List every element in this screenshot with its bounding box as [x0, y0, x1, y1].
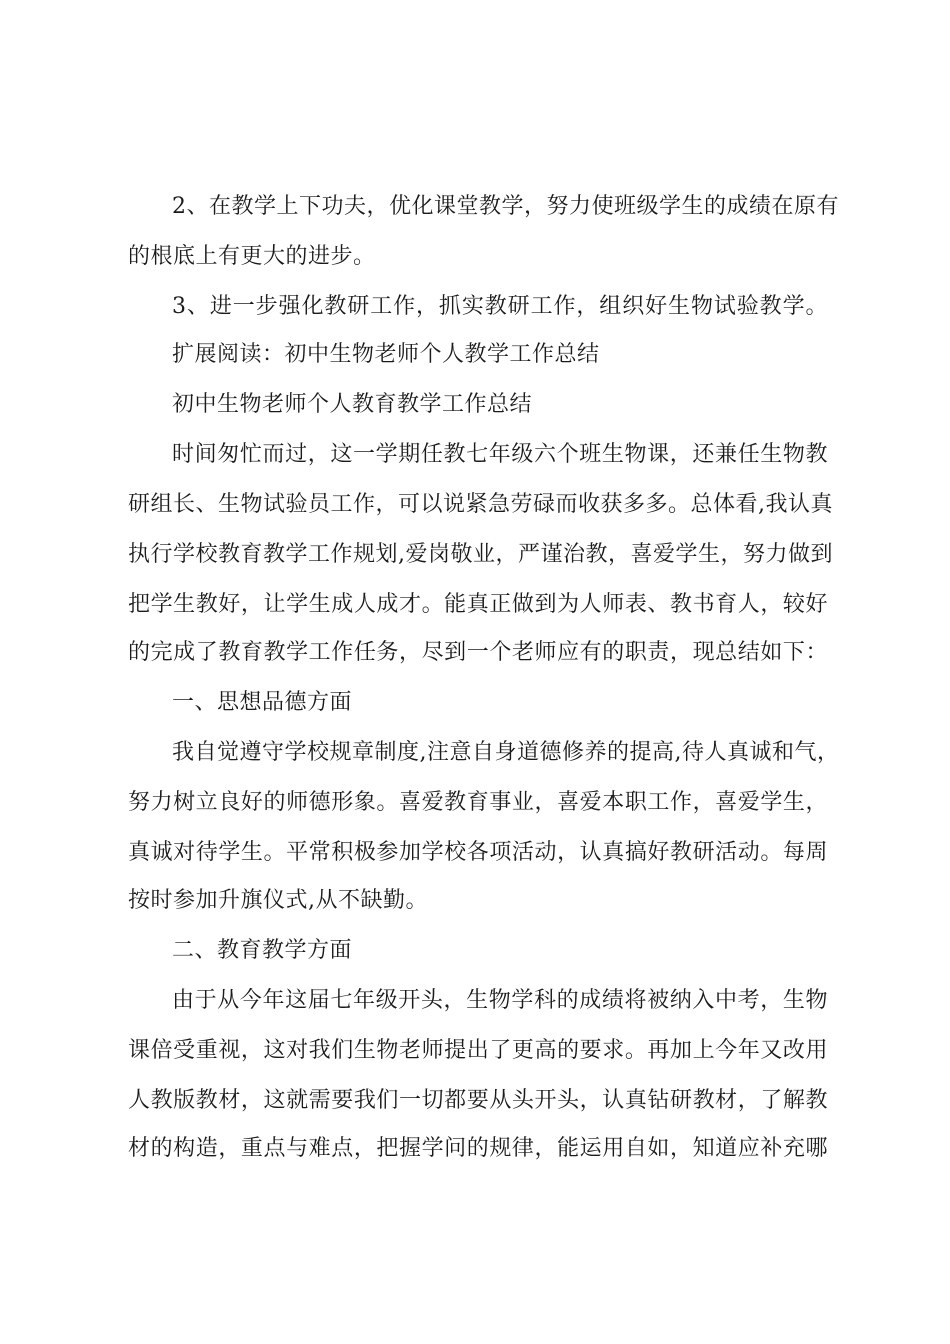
paragraph-9-line-4: 材的构造，重点与难点，把握学问的规律，能运用自如，知道应补充哪	[128, 1136, 828, 1161]
paragraph-7-line-2: 努力树立良好的师德形象。喜爱教育事业，喜爱本职工作，喜爱学生，	[128, 790, 828, 815]
paragraph-9-line-1: 由于从今年这届七年级开头，生物学科的成绩将被纳入中考，生物	[172, 988, 828, 1013]
paragraph-6-heading: 一、思想品德方面	[172, 690, 353, 715]
paragraph-1-line-1: 2、在教学上下功夫，优化课堂教学，努力使班级学生的成绩在原有	[172, 194, 839, 219]
paragraph-5-line-2: 研组长、生物试验员工作，可以说紧急劳碌而收获多多。总体看,我认真	[128, 492, 833, 517]
paragraph-8-heading: 二、教育教学方面	[172, 938, 353, 963]
paragraph-3-line-1: 扩展阅读：初中生物老师个人教学工作总结	[172, 342, 600, 367]
paragraph-2-line-1: 3、进一步强化教研工作，抓实教研工作，组织好生物试验教学。	[172, 294, 828, 319]
paragraph-7-line-4: 按时参加升旗仪式,从不缺勤。	[128, 888, 428, 913]
paragraph-4-line-1: 初中生物老师个人教育教学工作总结	[172, 392, 533, 417]
paragraph-7-line-3: 真诚对待学生。平常积极参加学校各项活动，认真搞好教研活动。每周	[128, 840, 828, 865]
paragraph-9-line-2: 课倍受重视，这对我们生物老师提出了更高的要求。再加上今年又改用	[128, 1038, 828, 1063]
paragraph-5-line-3: 执行学校教育教学工作规划,爱岗敬业，严谨治教，喜爱学生，努力做到	[128, 542, 833, 567]
paragraph-9-line-3: 人教版教材，这就需要我们一切都要从头开头，认真钻研教材，了解教	[128, 1088, 828, 1113]
paragraph-5-line-4: 把学生教好，让学生成人成才。能真正做到为人师表、教书育人，较好	[128, 592, 828, 617]
paragraph-5-line-5: 的完成了教育教学工作任务，尽到一个老师应有的职责，现总结如下：	[128, 640, 828, 665]
paragraph-5-line-1: 时间匆忙而过，这一学期任教七年级六个班生物课，还兼任生物教	[172, 442, 828, 467]
paragraph-7-line-1: 我自觉遵守学校规章制度,注意自身道德修养的提高,待人真诚和气，	[172, 740, 840, 765]
paragraph-1-line-2: 的根底上有更大的进步。	[128, 244, 376, 269]
